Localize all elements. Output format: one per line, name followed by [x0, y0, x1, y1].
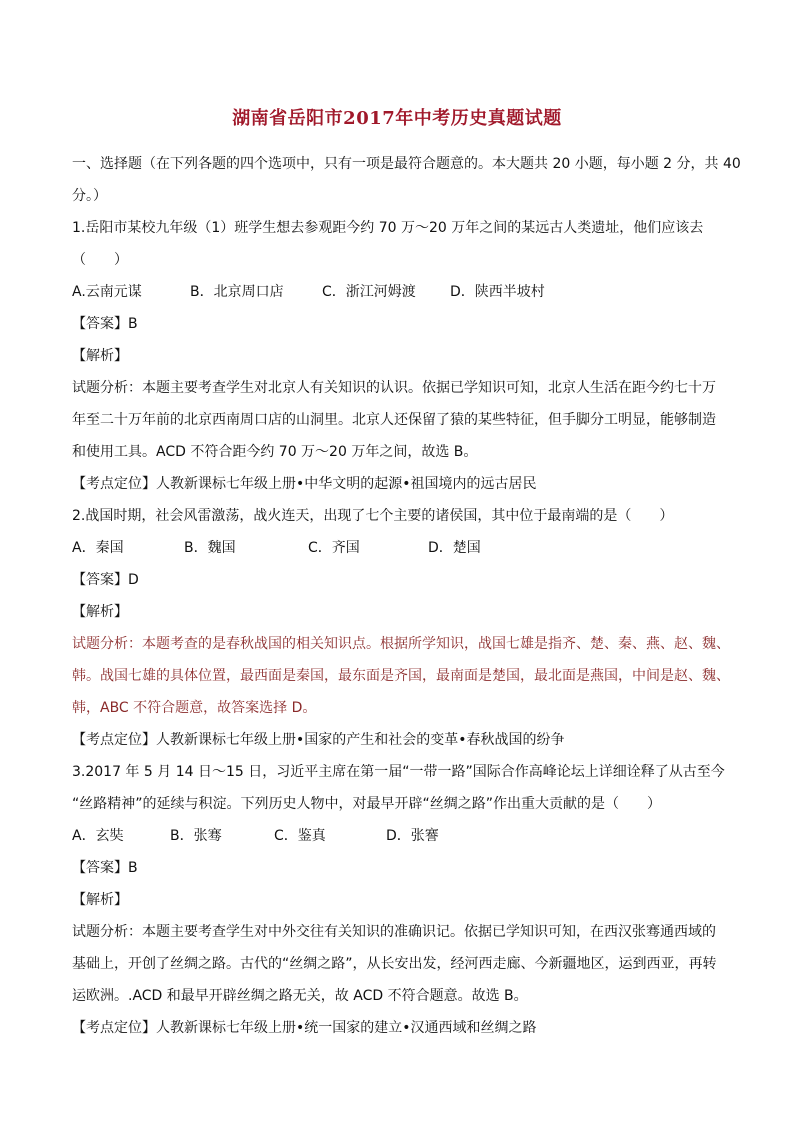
section-intro-line-2: 分。） — [72, 188, 107, 204]
document-body — [72, 148, 741, 1044]
q1-stem-line-1: 1.岳阳市某校九年级（1）班学生想去参观距今约 70 万～20 万年之间的某远古人类遗址，他们应该去 — [72, 220, 704, 236]
q1-analysis-label: 【解析】 — [72, 348, 128, 364]
q3-options — [72, 820, 732, 852]
q1-analysis-line-2: 年至二十万年前的北京西南周口店的山洞里。北京人还保留了猿的某些特征，但手脚分工明显，能够制造 — [72, 412, 716, 428]
q1-stem-line-2: （ ） — [72, 252, 128, 268]
section-intro-line-1: 一、选择题（在下列各题的四个选项中，只有一项是最符合题意的。本大题共 20 小题，每小题 2 分，共 40 — [72, 156, 741, 172]
q3-analysis-line-1: 试题分析：本题主要考查学生对中外交往有关知识的准确识记。依据已学知识可知，在西汉张骞通西域的 — [72, 924, 716, 940]
q1-option-b: B．北京周口店 — [190, 284, 284, 300]
q2-option-d: D．楚国 — [428, 540, 481, 556]
q1-analysis-line-1: 试题分析：本题主要考查学生对北京人有关知识的认识。依据已学知识可知，北京人生活在距今约七十万 — [72, 380, 716, 396]
q2-analysis-line-1: 试题分析：本题考查的是春秋战国的相关知识点。根据所学知识，战国七雄是指齐、楚、秦、燕、赵、魏、 — [72, 636, 730, 652]
q3-answer: 【答案】B — [72, 860, 138, 876]
q3-analysis-label: 【解析】 — [72, 892, 128, 908]
q2-option-c: C．齐国 — [308, 540, 360, 556]
q1-option-a: A.云南元谋 — [72, 284, 142, 300]
q3-stem-line-1: 3.2017 年 5 月 14 日～15 日，习近平主席在第一届“一带一路”国际合作高峰论坛上详细诠释了从古至今 — [72, 764, 725, 780]
q2-analysis-line-2: 韩。战国七雄的具体位置，最西面是秦国，最东面是齐国，最南面是楚国，最北面是燕国，中间是赵、魏、 — [72, 668, 730, 684]
q1-option-c: C．浙江河姆渡 — [322, 284, 416, 300]
q2-option-a: A．秦国 — [72, 540, 124, 556]
q3-stem-line-2: “丝路精神”的延续与积淀。下列历史人物中，对最早开辟“丝绸之路”作出重大贡献的是（ ） — [72, 796, 662, 812]
q2-answer: 【答案】D — [72, 572, 139, 588]
q3-option-c: C．鉴真 — [274, 828, 326, 844]
q2-stem-line-1: 2.战国时期，社会风雷激荡，战火连天，出现了七个主要的诸侯国，其中位于最南端的是（ ） — [72, 508, 674, 524]
q2-option-b: B．魏国 — [184, 540, 236, 556]
q3-analysis-line-2: 基础上，开创了丝绸之路。古代的“丝绸之路”，从长安出发，经河西走廊、今新疆地区，运到西亚，再转 — [72, 956, 717, 972]
q3-option-b: B．张骞 — [170, 828, 222, 844]
q2-options — [72, 532, 732, 564]
q1-option-d: D．陕西半坡村 — [450, 284, 545, 300]
q1-analysis-line-3: 和使用工具。ACD 不符合距今约 70 万～20 万年之间，故选 B。 — [72, 444, 478, 460]
q1-knowledge-point: 【考点定位】人教新课标七年级上册•中华文明的起源•祖国境内的远古居民 — [72, 476, 537, 492]
q3-option-d: D．张謇 — [386, 828, 439, 844]
q1-answer: 【答案】B — [72, 316, 138, 332]
page-title: 湖南省岳阳市2017年中考历史真题试题 — [232, 108, 562, 129]
q1-options — [72, 276, 732, 308]
q3-knowledge-point: 【考点定位】人教新课标七年级上册•统一国家的建立•汉通西域和丝绸之路 — [72, 1020, 537, 1036]
q2-knowledge-point: 【考点定位】人教新课标七年级上册•国家的产生和社会的变革•春秋战国的纷争 — [72, 732, 565, 748]
q3-analysis-line-3: 运欧洲。.ACD 和最早开辟丝绸之路无关，故 ACD 不符合题意。故选 B。 — [72, 988, 528, 1004]
q2-analysis-line-3: 韩，ABC 不符合题意，故答案选择 D。 — [72, 700, 317, 716]
q2-analysis-label: 【解析】 — [72, 604, 128, 620]
q3-option-a: A．玄奘 — [72, 828, 124, 844]
